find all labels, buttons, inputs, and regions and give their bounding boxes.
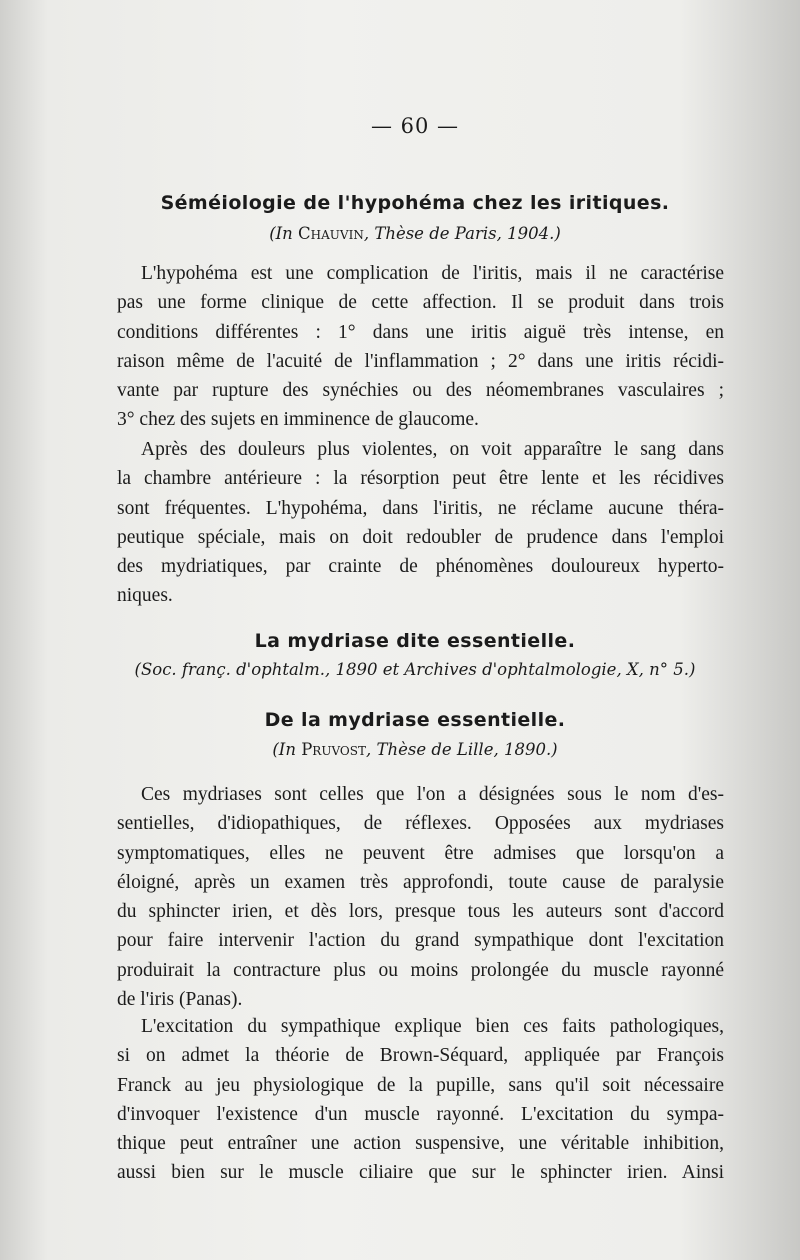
text-line: sentielles, d'idiopathiques, de réflexes. Opposées aux mydriases bbox=[117, 813, 724, 835]
text-line: pas une forme clinique de cette affection. Il se produit dans trois bbox=[117, 292, 724, 314]
citation-pruvost bbox=[100, 740, 730, 759]
text-line: du sphincter irien, et dès lors, presque tous les auteurs sont d'accord bbox=[117, 901, 724, 923]
text-line: raison même de l'acuité de l'inflammation ; 2° dans une iritis récidi- bbox=[117, 350, 724, 372]
text-line: si on admet la théorie de Brown-Séquard, appliquée par François bbox=[117, 1045, 724, 1067]
text-line: peutique spéciale, mais on doit redoubler de prudence dans l'emploi bbox=[117, 526, 724, 548]
paragraph-mydriase-2 bbox=[117, 1012, 724, 1188]
page-number: — 60 — bbox=[370, 114, 460, 138]
text-line: Franck au jeu physiologique de la pupille, sans qu'il soit nécessaire bbox=[117, 1074, 724, 1096]
text-line: des mydriatiques, par crainte de phénomènes douloureux hyperto- bbox=[117, 556, 724, 578]
text-line: symptomatiques, elles ne peuvent être admises que lorsqu'on a bbox=[117, 842, 724, 864]
text-line: Ces mydriases sont celles que l'on a désignées sous le nom d'es- bbox=[141, 784, 724, 805]
paragraph-hypohema-2 bbox=[117, 435, 724, 611]
text-line: la chambre antérieure : la résorption peut être lente et les récidives bbox=[117, 468, 724, 490]
text-line: vante par rupture des synéchies ou des néomembranes vasculaires ; bbox=[117, 380, 724, 402]
citation-prefix: (In bbox=[272, 740, 302, 759]
text-line: éloigné, après un examen très approfondi, toute cause de paralysie bbox=[117, 871, 724, 893]
citation-author: Pruvost bbox=[301, 740, 366, 759]
text-line: d'invoquer l'existence d'un muscle rayonné. L'excitation du sympa- bbox=[117, 1103, 724, 1125]
paragraph-mydriase-1 bbox=[117, 780, 724, 1014]
text-line: de l'iris (Panas). bbox=[117, 989, 243, 1011]
citation-prefix: (In bbox=[269, 224, 299, 243]
text-line: Après des douleurs plus violentes, on voit apparaître le sang dans bbox=[141, 439, 724, 460]
citation-author: Chauvin bbox=[298, 224, 364, 243]
section-title-mydriase-essentielle: De la mydriase essentielle. bbox=[264, 709, 566, 731]
text-line: 3° chez des sujets en imminence de glaucome. bbox=[117, 409, 479, 431]
text-line: produirait la contracture plus ou moins prolongée du muscle rayonné bbox=[117, 959, 724, 981]
text-line: L'hypohéma est une complication de l'iritis, mais il ne caractérise bbox=[141, 263, 724, 284]
citation-rest: , Thèse de Paris, 1904.) bbox=[363, 224, 561, 243]
section-title-mydriase-dite: La mydriase dite essentielle. bbox=[254, 630, 576, 652]
text-line: sont fréquentes. L'hypohéma, dans l'iritis, ne réclame aucune théra- bbox=[117, 497, 724, 519]
text-line: conditions différentes : 1° dans une iritis aiguë très intense, en bbox=[117, 321, 724, 343]
text-line: pour faire intervenir l'action du grand sympathique dont l'excitation bbox=[117, 930, 724, 952]
citation-rest: , Thèse de Lille, 1890.) bbox=[365, 740, 558, 759]
text-line: niques. bbox=[117, 585, 173, 607]
text-line: L'excitation du sympathique explique bien ces faits pathologiques, bbox=[141, 1016, 724, 1037]
citation-chauvin bbox=[100, 224, 730, 243]
text-line: aussi bien sur le muscle ciliaire que sur le sphincter irien. Ainsi bbox=[117, 1162, 724, 1184]
text-line: thique peut entraîner une action suspensive, une véritable inhibition, bbox=[117, 1133, 724, 1155]
citation-soc-franc: (Soc. franç. d'ophtalm., 1890 et Archives d'ophtalmologie, X, n° 5.) bbox=[134, 660, 696, 679]
section-title-hypohema: Séméiologie de l'hypohéma chez les iritiques. bbox=[160, 192, 670, 214]
paragraph-hypohema-1 bbox=[117, 259, 724, 435]
